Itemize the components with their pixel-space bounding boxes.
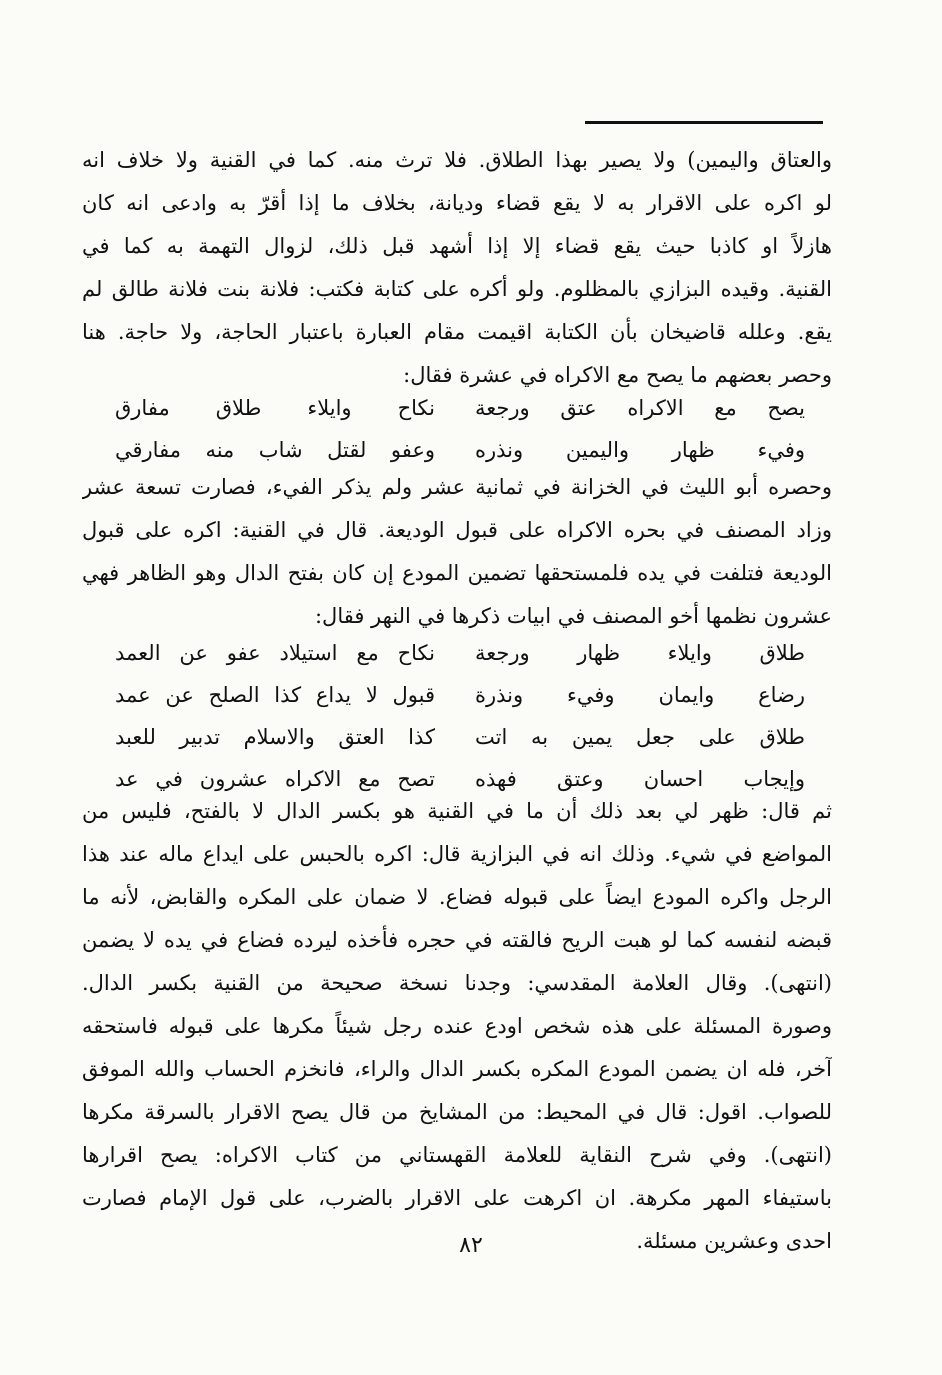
text-line: والعتاق واليمين) ولا يصير بهذا الطلاق. فلا ترث منه. كما في القنية ولا خلاف انه — [82, 148, 832, 172]
text-line: يقع. وعلله قاضيخان بأن الكتابة اقيمت مقام العبارة باعتبار الحاجة، ولا حاجة. هنا — [82, 320, 832, 344]
poem-verse — [115, 716, 805, 758]
text-line: هازلاً او كاذبا حيث يقع قضاء إلا إذا أشهد قبل ذلك، لزوال التهمة به كما في — [82, 234, 832, 258]
verse-first-hemistich: طلاق وايلاء ظهار ورجعة — [475, 641, 805, 665]
verse-first-hemistich: رضاع وايمان وفيء ونذرة — [475, 683, 805, 707]
text-line: لو اكره على الاقرار به لا يقع قضاء وديانة، بخلاف ما إذا أقرّ به وادعى انه كان — [82, 191, 832, 215]
paragraph-3 — [82, 790, 832, 1263]
text-line: المواضع في شيء. وذلك انه في البزازية قال: اكره بالحبس على ايداع ماله عند هذا — [82, 842, 832, 866]
text-line: قبضه لنفسه كما لو هبت الريح فالقته في حجره فأخذه ليرده فضاع في يده لا يضمن — [82, 928, 832, 952]
text-line: الوديعة فتلفت في يده فلمستحقها تضمين المودع إن كان بفتح الدال وهو الظاهر فهي — [82, 561, 832, 585]
text-line: عشرون نظمها أخو المصنف في ابيات ذكرها في النهر فقال: — [314, 604, 832, 628]
text-line: وحصره أبو الليث في الخزانة في ثمانية عشر ولم يذكر الفيء، فصارت تسعة عشر — [82, 475, 832, 499]
text-line: وصورة المسئلة على هذه شخص اودع عنده رجل شيئاً مكرها على قبوله فاستحقه — [82, 1014, 832, 1038]
verse-second-hemistich: تصح مع الاكراه عشرون في عد — [115, 767, 435, 791]
text-line: (انتهى). وفي شرح النقاية للعلامة القهستاني من كتاب الاكراه: يصح اقرارها — [82, 1143, 832, 1167]
verse-second-hemistich: كذا العتق والاسلام تدبير للعبد — [115, 725, 435, 749]
text-line: باستيفاء المهر مكرهة. ان اكرهت على الاقرار بالضرب، على قول الإمام فصارت — [82, 1186, 832, 1210]
text-line: ثم قال: ظهر لي بعد ذلك أن ما في القنية هو بكسر الدال لا بالفتح، فليس من — [82, 799, 832, 823]
poem-verse — [115, 429, 805, 471]
verse-second-hemistich: قبول لا يداع كذا الصلح عن عمد — [115, 683, 435, 707]
paragraph-2 — [82, 466, 832, 638]
poem-2 — [115, 632, 805, 800]
text-line: القنية. وقيده البزازي بالمظلوم. ولو أكره على كتابة فكتب: فلانة بنت فلانة طالق لم — [82, 277, 832, 301]
poem-1 — [115, 387, 805, 471]
verse-second-hemistich: نكاح وايلاء طلاق مفارق — [115, 396, 435, 420]
verse-first-hemistich: طلاق على جعل يمين به اتت — [475, 725, 805, 749]
verse-second-hemistich: نكاح مع استيلاد عفو عن العمد — [115, 641, 435, 665]
text-line: وحصر بعضهم ما يصح مع الاكراه في عشرة فقال: — [403, 363, 832, 387]
page-number: ٨٢ — [459, 1233, 483, 1258]
text-line: آخر، فله ان يضمن المودع المكره بكسر الدال والراء، فانخزم الحساب والله الموفق — [82, 1057, 832, 1081]
verse-first-hemistich: يصح مع الاكراه عتق ورجعة — [475, 396, 805, 420]
text-line: (انتهى). وقال العلامة المقدسي: وجدنا نسخة صحيحة من القنية بكسر الدال. — [82, 971, 832, 995]
verse-first-hemistich: وفيء ظهار واليمين ونذره — [475, 438, 805, 462]
poem-verse — [115, 387, 805, 429]
text-line: وزاد المصنف في بحره الاكراه على قبول الوديعة. قال في القنية: اكره على قبول — [82, 518, 832, 542]
poem-verse — [115, 632, 805, 674]
text-line: للصواب. اقول: قال في المحيط: من المشايخ من قال يصح الاقرار بالسرقة مكرها — [82, 1100, 832, 1124]
paragraph-1 — [82, 139, 832, 397]
text-line: الرجل واكره المودع ايضاً على قبوله فضاع. لا ضمان على المكره والقابض، لأنه ما — [82, 885, 832, 909]
text-line: احدى وعشرين مسئلة. — [636, 1229, 832, 1253]
verse-second-hemistich: وعفو لقتل شاب منه مفارقي — [115, 438, 435, 462]
verse-first-hemistich: وإيجاب احسان وعتق فهذه — [475, 767, 805, 791]
poem-verse — [115, 674, 805, 716]
footnote-rule — [585, 121, 823, 124]
